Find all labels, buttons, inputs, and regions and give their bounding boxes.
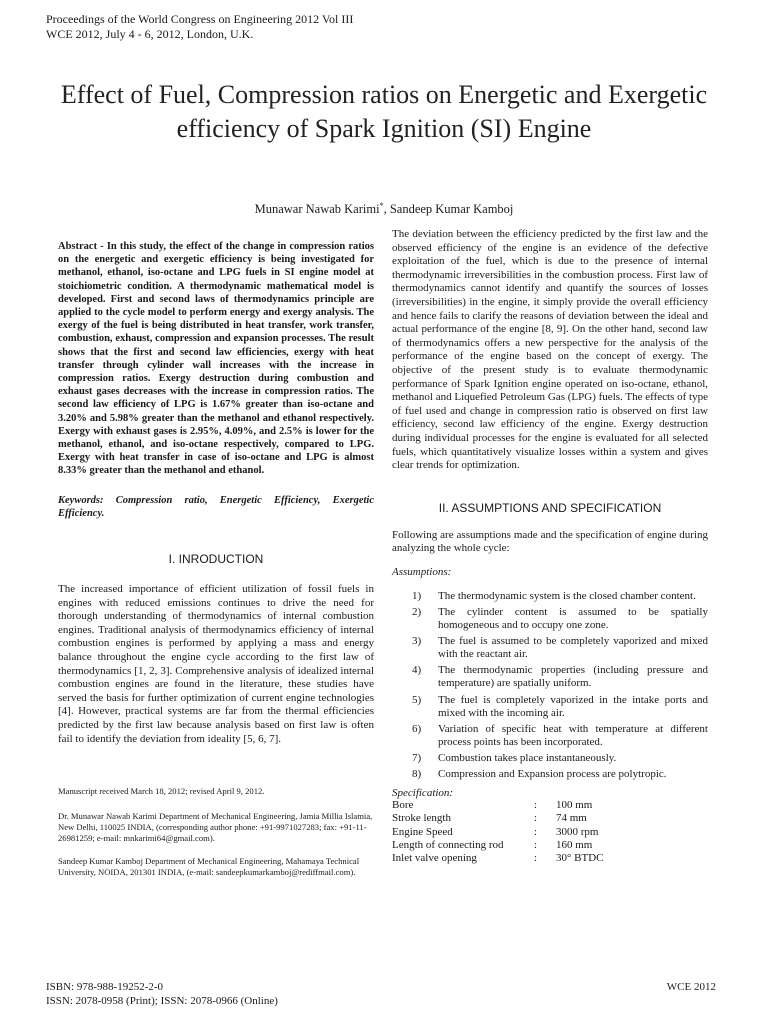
list-item-number: 2) bbox=[412, 605, 422, 618]
list-item-number: 8) bbox=[412, 768, 422, 780]
list-item-number: 7) bbox=[412, 751, 422, 764]
footer-left bbox=[46, 981, 278, 1008]
section-heading-assumptions: II. ASSUMPTIONS AND SPECIFICATION bbox=[438, 500, 662, 515]
footer-right: WCE 2012 bbox=[666, 981, 716, 993]
list-item-text: The fuel is completely vaporized in the intake ports and mixed with the incoming air. bbox=[438, 693, 708, 719]
spec-value: 3000 rpm bbox=[556, 825, 599, 838]
running-header bbox=[46, 12, 353, 42]
spec-sep: : bbox=[534, 825, 538, 838]
list-item bbox=[392, 606, 708, 632]
spec-name: Bore bbox=[392, 799, 414, 812]
spec-name: Inlet valve opening bbox=[392, 851, 477, 864]
list-item bbox=[392, 723, 708, 749]
spec-value: 100 mm bbox=[556, 799, 593, 812]
assumptions-list bbox=[392, 590, 708, 781]
spec-value: 30° BTDC bbox=[556, 851, 604, 864]
footer-issn: ISSN: 2078-0958 (Print); ISSN: 2078-0966 (Online) bbox=[46, 994, 278, 1007]
table-row bbox=[392, 839, 604, 852]
assumptions-label: Assumptions: bbox=[392, 565, 452, 578]
list-item-number: 3) bbox=[412, 635, 422, 648]
spec-name: Length of connecting rod bbox=[392, 838, 504, 851]
spec-sep: : bbox=[534, 799, 538, 812]
list-item-number: 1) bbox=[412, 589, 422, 602]
footnote-received: Manuscript received March 18, 2012; revised April 9, 2012. bbox=[58, 786, 265, 797]
specification-table bbox=[392, 799, 604, 865]
spec-name: Stroke length bbox=[392, 812, 451, 825]
abstract: Abstract - In this study, the effect of the change in compression ratios on the energetic and exergetic efficiency is being investigated for methanol, ethanol, iso-octane and LPG fuels in SI engine model at stoichiometric condition. A thermodynamic mathematical model is developed. First and second laws of thermodynamics principle are applied to the cycle model to perform energy and exergy analysis. The exergy of the fuel is being distributed in heat transfer, work transfer, combustion, exhaust, compression and expansion processes. The result shows that the first and second law efficiencies, exergy with heat transfer through cylinder wall increases with the increase in compression ratios. Exergy destruction during combustion and exhaust gases decreases with the increase in compression ratios. The second law efficiency of LPG is 1.67% greater than iso-octane and 3.20% and 5.98% greater than the methanol and ethanol respectively. Exergy with exhaust gases is 2.95%, 4.09%, and 2.5% is lower for the methanol, ethanol, and iso-octane respectively, compared to LPG. Exergy with heat transfer in case of iso-octane and LPG is almost 8.33% greater than the methanol and ethanol. bbox=[58, 241, 374, 477]
list-item-text: The thermodynamic properties (including pressure and temperature) are spatially uniform. bbox=[438, 664, 708, 690]
table-row bbox=[392, 826, 604, 839]
corresponding-mark: * bbox=[379, 201, 384, 210]
author-first: Munawar Nawab Karimi bbox=[254, 202, 380, 217]
introduction-text: The increased importance of efficient utilization of fossil fuels in engines with reduced emissions continues to drive the need for thorough understanding of thermodynamics of internal combustion engines. Traditional analysis of thermodynamics efficiency of internal combustion engines is performed by applying a mass and energy balance throughout the engine cycle according to the first law of thermodynamics [1, 2, 3]. Comprehensive analysis of idealized internal combustion engines are found in the literature, these studies have served the basis for further optimization of current engine technologies [4]. However, practical systems are far from the thermal efficiencies predicted by the first law because analysis based on first law is often fail to identify the deviation from ideality [5, 6, 7]. bbox=[58, 583, 374, 745]
list-item bbox=[392, 752, 708, 765]
footnote-author1: Dr. Munawar Nawab Karimi Department of Mechanical Engineering, Jamia Millia Islamia, New Delhi, 110025 INDIA, (corresponding author phone: +91-9971027283; fax: +91-11-26981259; e-mail: mnkarimi64@gmail.com). bbox=[58, 811, 373, 844]
right-intro-text: The deviation between the efficiency predicted by the first law and the observed efficiency of the engine is an evidence of the defective exploitation of the fuel, which is due to the presence of internal thermodynamic irreversibilities in the combustion process. First law of thermodynamics cannot identify and quantify the sources of losses (irreversibilities) in the engine, it simply provide the overall efficiency and hence fails to clarify the reasons of deviation between the ideal and actual performance of the engine [8, 9]. On the other hand, second law of thermodynamics offers a new perspective for the analysis of the performance of the engine based on the concept of exergy. The objective of the present study is to evaluate thermodynamic performance of Spark Ignition engine operated on iso-octane, ethanol, methanol and Liquefied Petroleum Gas (LPG) fuels. The effects of type of fuel used and change in compression ratio is observed on first law efficiency, second law efficiency of the engine. Exergy destruction during individual processes for the engine is evaluated for all selected fuels, which quantitatively visualize losses within a system and gives clear trends for optimization. bbox=[392, 228, 708, 472]
list-item bbox=[392, 664, 708, 690]
spec-name: Engine Speed bbox=[392, 825, 453, 838]
list-item-text: Compression and Expansion process are polytropic. bbox=[438, 768, 667, 780]
header-conference: WCE 2012, July 4 - 6, 2012, London, U.K. bbox=[46, 27, 254, 41]
right-column bbox=[392, 228, 708, 865]
list-item-text: The fuel is assumed to be completely vaporized and mixed with the reactant air. bbox=[438, 635, 708, 661]
author-second: , Sandeep Kumar Kamboj bbox=[383, 202, 514, 217]
left-column bbox=[58, 228, 374, 878]
list-item-text: Combustion takes place instantaneously. bbox=[438, 751, 617, 764]
list-item bbox=[392, 635, 708, 661]
list-item bbox=[392, 694, 708, 720]
list-item-text: Variation of specific heat with temperature at different process points has been incorporated. bbox=[438, 722, 708, 748]
footnotes bbox=[58, 786, 374, 878]
list-item bbox=[392, 768, 708, 781]
spec-value: 160 mm bbox=[556, 838, 593, 851]
header-proceedings: Proceedings of the World Congress on Engineering 2012 Vol III bbox=[46, 12, 354, 26]
section2-intro: Following are assumptions made and the specification of engine during analyzing the whole cycle: bbox=[392, 528, 708, 555]
list-item-text: The thermodynamic system is the closed chamber content. bbox=[438, 589, 696, 602]
list-item bbox=[392, 590, 708, 603]
paper-title: Effect of Fuel, Compression ratios on Energetic and Exergetic efficiency of Spark Ignition (SI) Engine bbox=[60, 80, 708, 143]
section-heading-introduction: I. INRODUCTION bbox=[168, 552, 264, 567]
spec-value: 74 mm bbox=[556, 812, 587, 825]
list-item-number: 5) bbox=[412, 693, 422, 706]
keywords: Keywords: Compression ratio, Energetic Efficiency, Exergetic Efficiency. bbox=[58, 494, 374, 519]
table-row bbox=[392, 812, 604, 825]
specification-label: Specification: bbox=[392, 787, 454, 800]
table-row bbox=[392, 799, 604, 812]
author-line bbox=[0, 201, 768, 217]
list-item-text: The cylinder content is assumed to be spatially homogeneous and to occupy one zone. bbox=[438, 605, 708, 632]
list-item-number: 4) bbox=[412, 664, 422, 677]
spec-sep: : bbox=[534, 851, 538, 864]
footer-isbn: ISBN: 978-988-19252-2-0 bbox=[46, 981, 164, 993]
list-item-number: 6) bbox=[412, 722, 422, 735]
spec-sep: : bbox=[534, 838, 538, 851]
spec-sep: : bbox=[534, 812, 538, 825]
table-row bbox=[392, 852, 604, 865]
footnote-author2: Sandeep Kumar Kamboj Department of Mechanical Engineering, Mahamaya Technical University, NOIDA, 201301 INDIA, (e-mail: sandeepkumarkamboj@rediffmail.com). bbox=[58, 856, 360, 878]
